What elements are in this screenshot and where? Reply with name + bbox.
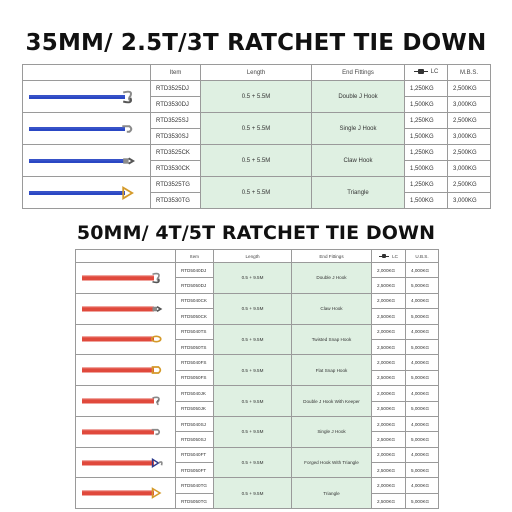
lc-value: 2,500KG — [372, 493, 406, 508]
item-column-header: Item — [151, 65, 201, 81]
lc-value: 1,250KG — [405, 81, 448, 97]
product-image-cell — [76, 355, 176, 386]
lc-value: 2,000KG — [372, 386, 406, 401]
item-code: RTD5050DJ — [176, 278, 214, 293]
length-column-header: Length — [214, 250, 292, 263]
lc-value: 2,500KG — [372, 339, 406, 354]
mbs-value: 5,000KG — [406, 401, 439, 416]
product-image-cell — [76, 263, 176, 294]
length-value: 0.5 + 5.5M — [201, 145, 312, 177]
length-value: 0.5 + 5.5M — [201, 81, 312, 113]
mbs-value: 3,000KG — [448, 161, 491, 177]
mbs-value: 2,500KG — [448, 177, 491, 193]
product-image — [27, 118, 147, 140]
mbs-value: 4,000KG — [406, 447, 439, 462]
mbs-value: 2,500KG — [448, 113, 491, 129]
mbs-value: 4,000KG — [406, 478, 439, 493]
product-image — [27, 150, 147, 172]
strap-icon — [29, 127, 125, 131]
lc-value: 1,500KG — [405, 97, 448, 113]
lc-value: 2,000KG — [372, 293, 406, 308]
claw-hook-tip-icon — [128, 158, 133, 163]
product-image-cell — [76, 478, 176, 509]
end-fitting-name: Claw Hook — [292, 293, 372, 324]
table-row — [76, 355, 439, 370]
claw-hook-icon — [123, 158, 133, 163]
end-fittings-column-header: End Fittings — [292, 250, 372, 263]
product-image — [27, 86, 147, 108]
lc-header-label: LC — [430, 69, 439, 76]
lc-value: 2,500KG — [372, 401, 406, 416]
item-code: RTD5050CK — [176, 309, 214, 324]
mbs-value: 3,000KG — [448, 97, 491, 113]
section-title-50mm: 50MM/ 4T/5T RATCHET TIE DOWN — [76, 222, 436, 244]
lc-value: 2,500KG — [372, 278, 406, 293]
product-image-cell — [23, 81, 151, 113]
lc-value: 2,500KG — [372, 432, 406, 447]
item-code: RTD5040TG — [176, 478, 214, 493]
lc-value: 1,250KG — [405, 177, 448, 193]
mbs-value: 4,000KG — [406, 355, 439, 370]
length-value: 0.5 + 9.5M — [214, 447, 292, 478]
mbs-column-header: U.B.S. — [406, 250, 439, 263]
mbs-value: 4,000KG — [406, 386, 439, 401]
lc-value: 2,000KG — [372, 447, 406, 462]
length-value: 0.5 + 5.5M — [201, 177, 312, 209]
load-capacity-icon — [379, 254, 389, 258]
claw-hook-icon — [152, 306, 160, 311]
lc-value: 1,500KG — [405, 193, 448, 209]
product-image — [80, 361, 172, 379]
lc-value: 2,000KG — [372, 263, 406, 278]
strap-icon — [29, 95, 125, 99]
end-fittings-column-header: End Fittings — [312, 65, 405, 81]
end-fitting-name: Twisted Snap Hook — [292, 324, 372, 355]
product-image — [80, 392, 172, 410]
length-value: 0.5 + 9.5M — [214, 478, 292, 509]
item-code: RTD5040TS — [176, 324, 214, 339]
item-code: RTD3525TG — [151, 177, 201, 193]
lc-value: 2,000KG — [372, 324, 406, 339]
product-image-cell — [76, 324, 176, 355]
product-image — [80, 330, 172, 348]
claw-hook-body-icon — [152, 306, 157, 311]
product-image — [27, 182, 147, 204]
table-row — [76, 293, 439, 308]
claw-hook-tip-icon — [157, 306, 161, 311]
lc-value: 2,500KG — [372, 309, 406, 324]
product-image-cell — [76, 293, 176, 324]
lc-value: 2,000KG — [372, 355, 406, 370]
item-code: RTD5050FT — [176, 463, 214, 478]
table-row — [76, 478, 439, 493]
end-fitting-name: Single J Hook — [292, 416, 372, 447]
table-row — [23, 177, 491, 193]
product-image — [80, 269, 172, 287]
length-value: 0.5 + 9.5M — [214, 263, 292, 294]
length-value: 0.5 + 9.5M — [214, 293, 292, 324]
table-row — [76, 263, 439, 278]
table-row — [76, 447, 439, 462]
lc-value: 2,500KG — [372, 463, 406, 478]
item-code: RTD5040DJ — [176, 263, 214, 278]
table-row — [76, 386, 439, 401]
header-row — [23, 65, 491, 81]
image-column-header — [23, 65, 151, 81]
item-code: RTD3530TG — [151, 193, 201, 209]
mbs-value: 5,000KG — [406, 370, 439, 385]
item-code: RTD5050TS — [176, 339, 214, 354]
mbs-value: 5,000KG — [406, 309, 439, 324]
end-fitting-name: Triangle — [292, 478, 372, 509]
lc-value: 1,500KG — [405, 129, 448, 145]
spec-table-35mm — [22, 64, 491, 209]
mbs-column-header: M.B.S. — [448, 65, 491, 81]
product-image — [80, 423, 172, 441]
end-fitting-name: Double J Hook — [312, 81, 405, 113]
mbs-value: 3,000KG — [448, 193, 491, 209]
item-code: RTD5050JK — [176, 401, 214, 416]
end-fitting-name: Double J Hook — [292, 263, 372, 294]
item-code: RTD3530SJ — [151, 129, 201, 145]
table-row — [23, 145, 491, 161]
mbs-value: 5,000KG — [406, 493, 439, 508]
mbs-value: 3,000KG — [448, 129, 491, 145]
item-code: RTD5040JK — [176, 386, 214, 401]
item-code: RTD3525DJ — [151, 81, 201, 97]
lc-value: 1,250KG — [405, 145, 448, 161]
strap-icon — [29, 159, 125, 163]
lc-column-header — [372, 250, 406, 263]
length-value: 0.5 + 9.5M — [214, 324, 292, 355]
lc-value: 2,000KG — [372, 478, 406, 493]
end-fitting-name: Double J Hook With Keeper — [292, 386, 372, 417]
table-row — [76, 324, 439, 339]
product-image-cell — [76, 447, 176, 478]
image-column-header — [76, 250, 176, 263]
item-code: RTD5050TG — [176, 493, 214, 508]
mbs-value: 4,000KG — [406, 324, 439, 339]
mbs-value: 2,500KG — [448, 81, 491, 97]
strap-icon — [29, 191, 125, 195]
forged-hook-icon — [158, 461, 161, 464]
length-column-header: Length — [201, 65, 312, 81]
table-row — [23, 81, 491, 97]
lc-column-header — [405, 65, 448, 81]
product-image-cell — [23, 145, 151, 177]
item-column-header: Item — [176, 250, 214, 263]
mbs-value: 5,000KG — [406, 432, 439, 447]
end-fitting-name: Flat Snap Hook — [292, 355, 372, 386]
spec-table-50mm — [75, 249, 439, 509]
length-value: 0.5 + 9.5M — [214, 416, 292, 447]
end-fitting-name: Triangle — [312, 177, 405, 209]
item-code: RTD3530DJ — [151, 97, 201, 113]
load-capacity-icon — [414, 69, 428, 74]
lc-value: 2,000KG — [372, 416, 406, 431]
item-code: RTD3525CK — [151, 145, 201, 161]
item-code: RTD5050FS — [176, 370, 214, 385]
product-image — [80, 300, 172, 318]
mbs-value: 5,000KG — [406, 463, 439, 478]
item-code: RTD3525SJ — [151, 113, 201, 129]
lc-value: 2,500KG — [372, 370, 406, 385]
table-row — [23, 113, 491, 129]
mbs-value: 5,000KG — [406, 278, 439, 293]
product-image-cell — [23, 177, 151, 209]
product-image-cell — [76, 386, 176, 417]
length-value: 0.5 + 5.5M — [201, 113, 312, 145]
product-image — [80, 484, 172, 502]
lc-value: 1,500KG — [405, 161, 448, 177]
mbs-value: 2,500KG — [448, 145, 491, 161]
end-fitting-name: Claw Hook — [312, 145, 405, 177]
header-row — [76, 250, 439, 263]
mbs-value: 4,000KG — [406, 293, 439, 308]
item-code: RTD5040FT — [176, 447, 214, 462]
end-fitting-name: Single J Hook — [312, 113, 405, 145]
product-image — [80, 454, 172, 472]
claw-hook-body-icon — [123, 158, 128, 163]
end-fitting-name: Forged Hook With Triangle — [292, 447, 372, 478]
mbs-value: 4,000KG — [406, 263, 439, 278]
mbs-value: 4,000KG — [406, 416, 439, 431]
section-title-35mm: 35MM/ 2.5T/3T RATCHET TIE DOWN — [25, 30, 487, 56]
mbs-value: 5,000KG — [406, 339, 439, 354]
product-image-cell — [76, 416, 176, 447]
item-code: RTD5040CK — [176, 293, 214, 308]
item-code: RTD5050SJ — [176, 432, 214, 447]
lc-header-label: LC — [392, 253, 398, 259]
item-code: RTD5040FS — [176, 355, 214, 370]
length-value: 0.5 + 9.5M — [214, 386, 292, 417]
table-row — [76, 416, 439, 431]
product-image-cell — [23, 113, 151, 145]
length-value: 0.5 + 9.5M — [214, 355, 292, 386]
lc-value: 1,250KG — [405, 113, 448, 129]
item-code: RTD3530CK — [151, 161, 201, 177]
item-code: RTD5040SJ — [176, 416, 214, 431]
